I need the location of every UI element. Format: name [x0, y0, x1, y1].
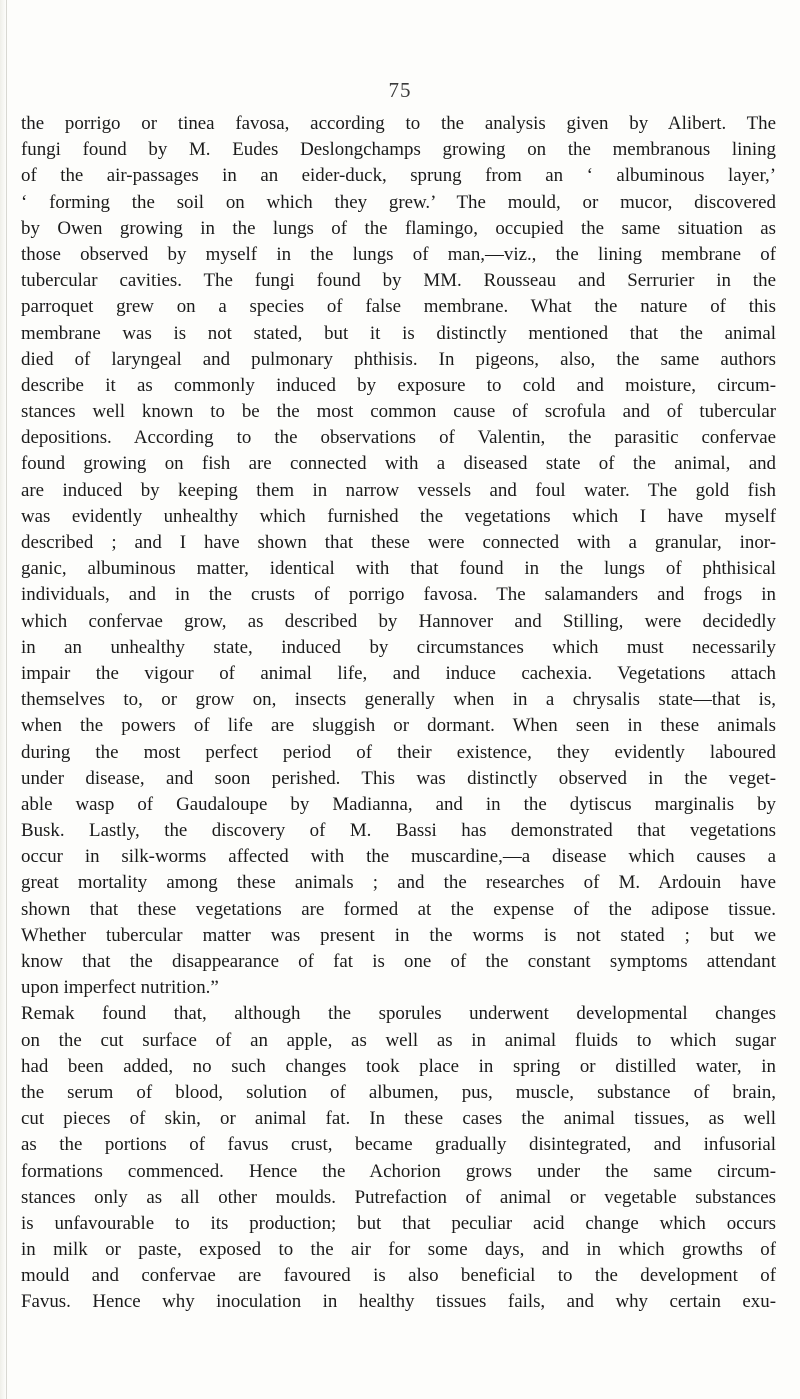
- text-line: had been added, no such changes took place in spring or distilled water, in: [21, 1055, 776, 1077]
- text-line: on the cut surface of an apple, as well as in animal fluids to which sugar: [21, 1029, 776, 1051]
- text-line: formations commenced. Hence the Achorion grows under the same circum-: [21, 1160, 776, 1182]
- text-line: when the powers of life are sluggish or dormant. When seen in these animals: [21, 715, 776, 737]
- text-line: died of laryngeal and pulmonary phthisis. In pigeons, also, the same authors: [21, 348, 776, 370]
- text-line: in milk or paste, exposed to the air for some days, and in which growths of: [21, 1239, 776, 1261]
- text-line: ganic, albuminous matter, identical with that found in the lungs of phthisical: [21, 558, 776, 580]
- text-line: those observed by myself in the lungs of man,—viz., the lining membrane of: [21, 243, 776, 265]
- text-line: in an unhealthy state, induced by circumstances which must necessarily: [21, 636, 776, 658]
- text-line: great mortality among these animals ; and the researches of M. Ardouin have: [21, 872, 776, 894]
- text-line: impair the vigour of animal life, and induce cachexia. Vegetations attach: [21, 662, 776, 684]
- text-line: able wasp of Gaudaloupe by Madianna, and in the dytiscus marginalis by: [21, 793, 776, 815]
- text-line: fungi found by M. Eudes Deslongchamps growing on the membranous lining: [21, 139, 776, 161]
- text-line: Busk. Lastly, the discovery of M. Bassi has demonstrated that vegetations: [21, 820, 776, 842]
- text-line: occur in silk-worms affected with the muscardine,—a disease which causes a: [21, 846, 776, 868]
- text-line-paragraph-start: Remak found that, although the sporules underwent developmental changes: [21, 1003, 776, 1025]
- text-line: are induced by keeping them in narrow vessels and foul water. The gold fish: [21, 479, 776, 501]
- text-line: is unfavourable to its production; but that peculiar acid change which occurs: [21, 1212, 776, 1234]
- body-text: [21, 111, 776, 1316]
- text-line: during the most perfect period of their existence, they evidently laboured: [21, 741, 776, 763]
- text-line: tubercular cavities. The fungi found by MM. Rousseau and Serrurier in the: [21, 270, 776, 292]
- page-number: 75: [388, 78, 412, 102]
- text-line: by Owen growing in the lungs of the flamingo, occupied the same situation as: [21, 217, 776, 239]
- text-line: was evidently unhealthy which furnished the vegetations which I have myself: [21, 505, 776, 527]
- text-line: as the portions of favus crust, became gradually disintegrated, and infusorial: [21, 1134, 776, 1156]
- text-line: described ; and I have shown that these were connected with a granular, inor-: [21, 532, 776, 553]
- text-line: Favus. Hence why inoculation in healthy tissues fails, and why certain exu-: [21, 1291, 776, 1313]
- text-line: the porrigo or tinea favosa, according to the analysis given by Alibert. The: [21, 113, 776, 134]
- text-line: Whether tubercular matter was present in the worms is not stated ; but we: [21, 924, 776, 946]
- text-line: found growing on fish are connected with a diseased state of the animal, and: [21, 453, 776, 475]
- text-line: stances well known to be the most common cause of scrofula and of tubercular: [21, 401, 776, 423]
- text-line: which confervae grow, as described by Hannover and Stilling, were decidedly: [21, 610, 776, 632]
- text-line: ‘ forming the soil on which they grew.’ The mould, or mucor, discovered: [21, 191, 776, 213]
- text-line-paragraph-end: upon imperfect nutrition.”: [21, 977, 219, 999]
- text-line: mould and confervae are favoured is also beneficial to the development of: [21, 1265, 776, 1287]
- text-line: themselves to, or grow on, insects generally when in a chrysalis state—that is,: [21, 689, 776, 711]
- page-gutter-edge: [0, 0, 7, 1399]
- text-line: the serum of blood, solution of albumen, pus, muscle, substance of brain,: [21, 1081, 776, 1103]
- text-line: describe it as commonly induced by exposure to cold and moisture, circum-: [21, 374, 776, 396]
- text-line: under disease, and soon perished. This was distinctly observed in the veget-: [21, 767, 776, 789]
- text-line: individuals, and in the crusts of porrigo favosa. The salamanders and frogs in: [21, 584, 776, 606]
- text-line: know that the disappearance of fat is one of the constant symptoms attendant: [21, 951, 776, 972]
- text-line: stances only as all other moulds. Putrefaction of animal or vegetable substances: [21, 1186, 776, 1208]
- text-line: shown that these vegetations are formed at the expense of the adipose tissue.: [21, 898, 776, 920]
- text-line: depositions. According to the observations of Valentin, the parasitic confervae: [21, 427, 776, 449]
- text-line: parroquet grew on a species of false membrane. What the nature of this: [21, 296, 776, 318]
- text-line: membrane was is not stated, but it is distinctly mentioned that the animal: [21, 322, 776, 344]
- text-line: cut pieces of skin, or animal fat. In these cases the animal tissues, as well: [21, 1108, 776, 1130]
- text-line: of the air-passages in an eider-duck, sprung from an ‘ albuminous layer,’: [21, 165, 776, 187]
